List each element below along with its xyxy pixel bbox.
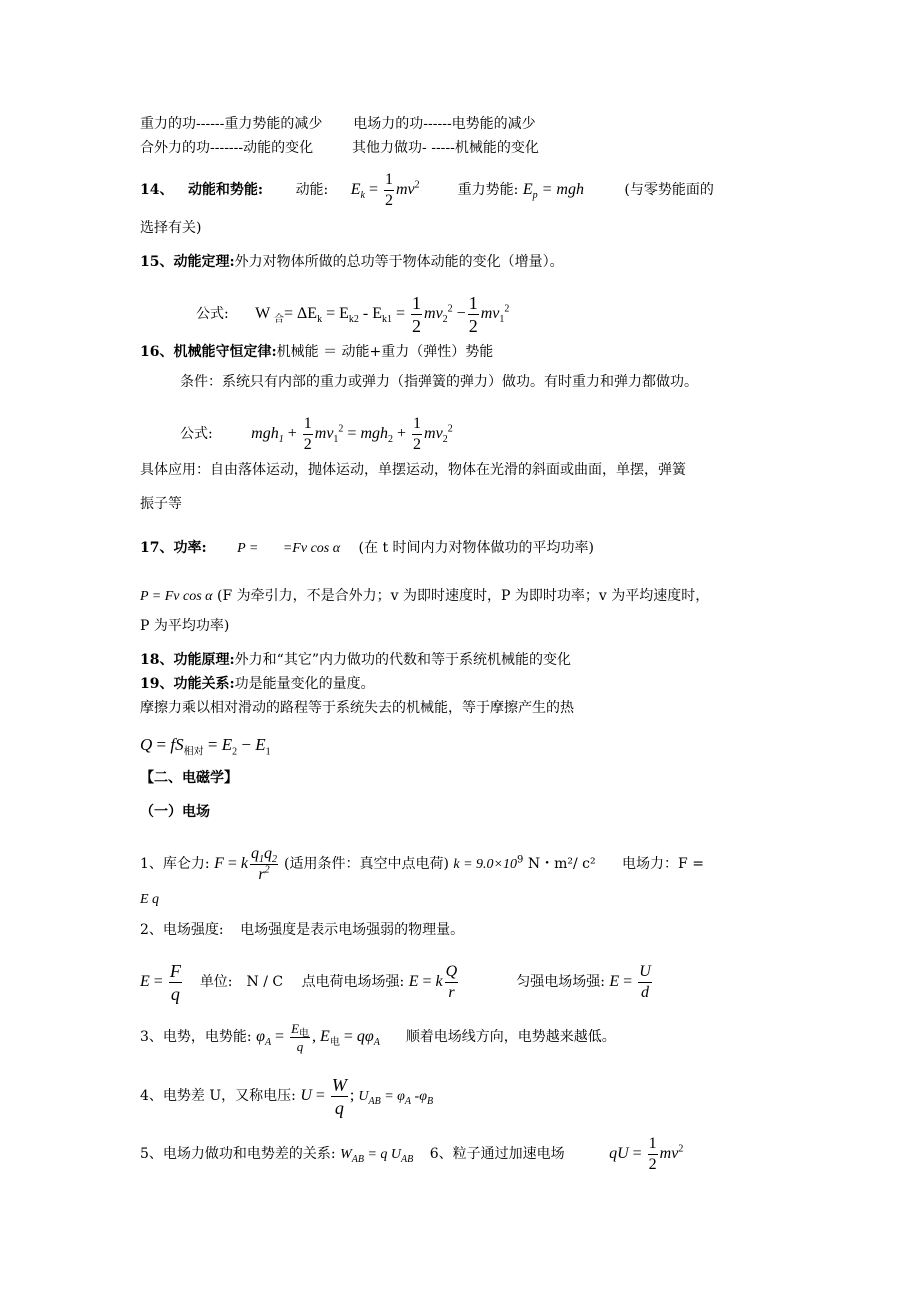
coulomb-constant: k = 9.0×10 [453,857,517,873]
formula-voltage: U = $\frac{W}{q}$ ; $U_{AB} = \varphi_A$ $-\varphi_B$ [300,1075,434,1118]
formula-energy-conservation: 公式: mgh$_1$ + $\frac{1}{2}$ $mv_1^2 = mgh_2$ + $\frac{1}{2}$ $mv_2^2$ [180,415,453,453]
section-18-title: 18、功能原理: [140,652,235,668]
accelerating-field-label: 6、粒子通过加速电场 [429,1146,565,1163]
uniform-field-label: 匀强电场场强: [516,974,605,991]
item-potential [140,1022,616,1053]
text-other-work: 其他力做功- -----机械能的变化 [352,140,539,156]
coulomb-condition: (适用条件：真空中点电荷) [284,856,449,873]
text-electric-work: 电场力的功------电势能的减少 [353,116,536,132]
field-unit: 单位: N / C [199,974,284,991]
potential-difference-label: 4、电势差 U，又称电压: [140,1088,296,1105]
section-14 [140,172,714,209]
field-strength-text: 电场强度是表示电场强弱的物理量。 [240,922,465,938]
coulomb-unit: N・m²/ c² [527,856,596,873]
field-strength-label: 2、电场强度: [140,922,224,938]
formula-accelerating-field: qU = $\frac{1}{2}$ $mv^2$ [609,1135,684,1173]
formula-potential: $\varphi_A$ = $E_电$ q , $E_电 = q\varphi_A$ [256,1021,380,1054]
line-work-energy-2 [140,138,539,158]
section-19-title: 19、功能关系: [140,676,235,692]
formula-label: 公式: [196,306,229,323]
formula-power-average: P = =Fv cos α [237,541,341,556]
text-zero-reference-note: (与零势能面的 [624,182,714,199]
section-17 [140,538,594,559]
section-17-title: 17、功率: [140,540,207,556]
section-15 [140,252,564,272]
coulomb-label: 1、库仑力: [140,856,210,873]
subsection-electric-field: （一）电场 [140,804,210,820]
text-net-work: 合外力的功-------动能的变化 [140,140,314,156]
section-14-number: 14、 [140,182,174,199]
item-coulomb-force: 1、库仑力: F = k $\frac{q_1q_2}{r^2}$ (适用条件：真空中点电荷) $k = 9.0\times 10^9$ N・m²/ c² 电场力：F = [140,845,704,883]
section-17-note: (在 t 时间内力对物体做功的平均功率) [358,540,594,556]
line-work-energy-1 [140,114,536,134]
section-14-title: 动能和势能: [187,182,264,199]
formula-power-instant: P = Fv cos α [140,589,213,604]
section-16 [140,342,493,362]
formula-point-charge-field: E = k $\frac{Q}{r}$ [408,963,458,1001]
formula-coulomb: F = k $\frac{q_1q_2}{r^2}$ [214,845,277,883]
text-friction: 摩擦力乘以相对滑动的路程等于系统失去的机械能，等于摩擦产生的热 [140,700,574,716]
section-15-title: 15、动能定理: [140,254,235,270]
text-gravity-work: 重力的功------重力势能的减少 [140,116,323,132]
formula-potential-energy: $E_p$ = mgh [522,181,584,202]
item-field-strength [140,920,464,940]
formula-friction-heat: $Q = fS_{相对} = E_2 - E_1$ [140,735,271,758]
text-applications: 具体应用：自由落体运动，抛体运动，单摆运动，物体在光滑的斜面或曲面，单摆，弹簧 [140,462,686,478]
potential-text: 顺着电场线方向，电势越来越低。 [405,1029,616,1046]
work-potential-label: 5、电场力做功和电势差的关系: [140,1146,336,1163]
formula-electric-force: E q [140,892,160,907]
point-charge-label: 点电荷电场场强: [301,974,405,991]
label-kinetic: 动能: [295,182,329,199]
section-19-text: 功是能量变化的量度。 [234,676,375,692]
text-reference-note-cont: 选择有关) [140,220,202,236]
formula-uniform-field: E = $\frac{U}{d}$ [609,963,651,1001]
section-18 [140,650,571,670]
potential-label: 3、电势，电势能: [140,1029,252,1046]
section-19 [140,674,375,694]
power-instant-note-cont: P 为平均功率) [140,618,230,634]
section-electromagnetism: 【二、电磁学】 [140,770,238,786]
formula-work-energy-theorem: 公式: W $_合= \Delta E_k = E_{k2} - E_{k1}$ = $\frac{1}{2}$ $mv_2^2$ − $\frac{1}{2}$ $mv_1^2$ [196,293,510,336]
formula-field-definition: E = $\frac{F}{q}$ [140,961,181,1004]
section-18-text: 外力和“其它”内力做功的代数和等于系统机械能的变化 [234,652,571,668]
section-16-condition: 条件：系统只有内部的重力或弹力（指弹簧的弹力）做功。有时重力和弹力都做功。 [180,374,698,390]
item-work-potential [140,1136,683,1173]
field-strength-formulas [140,962,654,1003]
formula-kinetic-energy: $E_k$ = $\frac{1}{2}$ $mv^2$ [350,171,420,209]
label-potential: 重力势能: [457,182,519,199]
item-potential-difference [140,1076,433,1117]
text-applications-cont: 振子等 [140,496,182,512]
power-instant-note: (F 为牵引力，不是合外力；v 为即时速度时，P 为即时功率；v 为平均速度时， [216,588,710,604]
power-instant [140,586,709,607]
section-16-text: 机械能 ＝ 动能+重力（弹性）势能 [276,344,494,360]
formula-work-potential: $W_{AB} = q$ $U_{AB}$ [340,1147,414,1165]
section-15-text: 外力对物体所做的总功等于物体动能的变化（增量）。 [234,254,564,270]
formula-label: 公式: [180,426,213,443]
section-16-title: 16、机械能守恒定律: [140,344,277,360]
electric-force-label: 电场力：F = [622,856,704,873]
